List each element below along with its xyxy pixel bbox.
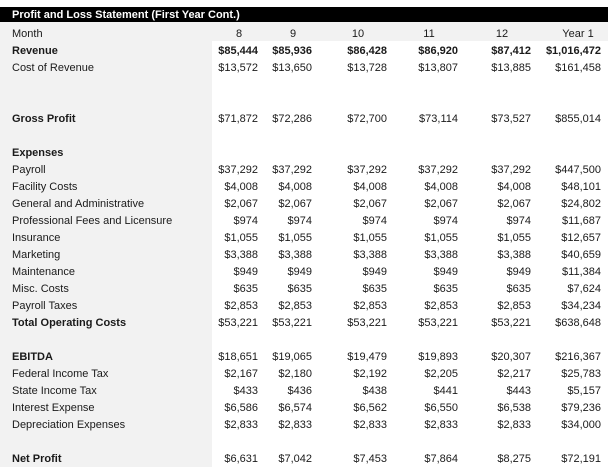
cell-month-9: $2,853	[278, 300, 312, 312]
column-header-year-1: Year 1	[562, 28, 594, 40]
cell-month-9: $72,286	[272, 113, 312, 125]
cell-month-9: $53,221	[272, 317, 312, 329]
row-label: Facility Costs	[12, 181, 78, 193]
cell-month-11: $13,807	[418, 62, 458, 74]
cell-month-12: $6,538	[497, 402, 531, 414]
cell-month-10: $2,853	[353, 300, 387, 312]
cell-month-12: $3,388	[497, 249, 531, 261]
table-row-facility-costs	[0, 179, 608, 196]
column-header-8: 8	[235, 28, 243, 40]
cell-month-11: $6,550	[424, 402, 458, 414]
cell-month-8: $974	[233, 215, 258, 227]
cell-month-9: $436	[287, 385, 312, 397]
cell-month-11: $441	[433, 385, 458, 397]
cell-month-8: $1,055	[224, 232, 258, 244]
cell-year-1: $25,783	[561, 368, 601, 380]
row-label: Depreciation Expenses	[12, 419, 126, 431]
cell-year-1: $79,236	[561, 402, 601, 414]
row-label: State Income Tax	[12, 385, 97, 397]
cell-month-12: $635	[506, 283, 531, 295]
cell-month-12: $443	[506, 385, 531, 397]
row-label: Interest Expense	[12, 402, 95, 414]
cell-month-12: $53,221	[491, 317, 531, 329]
row-label: Federal Income Tax	[12, 368, 109, 380]
cell-month-12: $13,885	[491, 62, 531, 74]
cell-month-10: $438	[362, 385, 387, 397]
cell-month-12: $974	[506, 215, 531, 227]
cell-month-11: $4,008	[424, 181, 458, 193]
cell-month-11: $949	[433, 266, 458, 278]
cell-month-10: $72,700	[347, 113, 387, 125]
cell-month-9: $3,388	[278, 249, 312, 261]
cell-month-12: $2,217	[497, 368, 531, 380]
table-row-state-income-tax	[0, 383, 608, 400]
cell-year-1: $12,657	[561, 232, 601, 244]
cell-month-12: $8,275	[497, 453, 531, 465]
cell-month-12: $4,008	[497, 181, 531, 193]
cell-year-1: $855,014	[555, 113, 601, 125]
row-label: Payroll	[12, 164, 46, 176]
cell-month-10: $974	[362, 215, 387, 227]
cell-month-11: $73,114	[419, 113, 458, 125]
cell-month-11: $86,920	[418, 45, 458, 57]
month-label: Month	[12, 28, 43, 40]
cell-month-8: $37,292	[218, 164, 258, 176]
cell-year-1: $5,157	[567, 385, 601, 397]
cell-month-11: $53,221	[418, 317, 458, 329]
cell-month-11: $2,833	[424, 419, 458, 431]
cell-year-1: $1,016,472	[545, 45, 601, 57]
cell-month-11: $7,864	[424, 453, 458, 465]
cell-year-1: $34,234	[561, 300, 601, 312]
cell-month-9: $85,936	[272, 45, 312, 57]
cell-year-1: $48,101	[561, 181, 601, 193]
cell-year-1: $24,802	[561, 198, 601, 210]
cell-month-8: $6,631	[224, 453, 258, 465]
section-label: Expenses	[12, 147, 64, 159]
cell-month-10: $53,221	[347, 317, 387, 329]
title-bar	[0, 7, 608, 22]
cell-month-9: $7,042	[278, 453, 312, 465]
row-label: Misc. Costs	[12, 283, 69, 295]
cell-month-12: $2,067	[497, 198, 531, 210]
row-label: General and Administrative	[12, 198, 145, 210]
table-row-federal-income-tax	[0, 366, 608, 383]
table-row-total-operating-costs	[0, 315, 608, 332]
row-label: Gross Profit	[12, 113, 76, 125]
table-row-depreciation-expenses	[0, 417, 608, 434]
cell-month-10: $7,453	[353, 453, 387, 465]
cell-month-12: $2,853	[497, 300, 531, 312]
statement-title: Profit and Loss Statement (First Year Cont.)	[12, 9, 240, 21]
cell-month-8: $2,167	[224, 368, 258, 380]
cell-month-9: $37,292	[272, 164, 312, 176]
cell-year-1: $34,000	[561, 419, 601, 431]
cell-month-11: $37,292	[418, 164, 458, 176]
cell-month-8: $2,853	[224, 300, 258, 312]
row-label: Revenue	[12, 45, 58, 57]
cell-month-8: $13,572	[218, 62, 258, 74]
cell-month-10: $2,067	[353, 198, 387, 210]
row-label: EBITDA	[12, 351, 53, 363]
cell-month-9: $635	[287, 283, 312, 295]
cell-month-8: $6,586	[224, 402, 258, 414]
cell-month-9: $2,833	[278, 419, 312, 431]
cell-year-1: $161,458	[555, 62, 601, 74]
cell-month-11: $1,055	[424, 232, 458, 244]
table-row-professional-fees	[0, 213, 608, 230]
cell-year-1: $72,191	[561, 453, 601, 465]
cell-month-10: $2,192	[353, 368, 387, 380]
row-label: Marketing	[12, 249, 61, 261]
pnl-statement-sheet	[0, 7, 608, 467]
cell-month-11: $974	[433, 215, 458, 227]
cell-year-1: $447,500	[555, 164, 601, 176]
cell-year-1: $11,384	[562, 266, 601, 278]
cell-month-11: $19,893	[418, 351, 458, 363]
cell-month-11: $3,388	[424, 249, 458, 261]
cell-year-1: $11,687	[562, 215, 601, 227]
cell-month-8: $18,651	[218, 351, 258, 363]
cell-month-11: $2,205	[424, 368, 458, 380]
table-row-interest-expense	[0, 400, 608, 417]
month-header-row	[0, 26, 608, 43]
cell-month-10: $19,479	[347, 351, 387, 363]
cell-month-10: $13,728	[347, 62, 387, 74]
cell-month-8: $433	[233, 385, 258, 397]
table-row-insurance	[0, 230, 608, 247]
cell-month-12: $1,055	[497, 232, 531, 244]
cell-month-9: $2,180	[278, 368, 312, 380]
cell-year-1: $638,648	[555, 317, 601, 329]
cell-year-1: $216,367	[555, 351, 601, 363]
cell-month-11: $635	[433, 283, 458, 295]
cell-month-12: $73,527	[491, 113, 531, 125]
cell-month-8: $71,872	[218, 113, 258, 125]
cell-month-12: $87,412	[491, 45, 531, 57]
cell-month-12: $2,833	[497, 419, 531, 431]
table-row-payroll-taxes	[0, 298, 608, 315]
row-label: Insurance	[12, 232, 61, 244]
cell-month-9: $949	[287, 266, 312, 278]
cell-month-9: $13,650	[272, 62, 312, 74]
table-row-misc-costs	[0, 281, 608, 298]
column-header-9: 9	[289, 28, 297, 40]
cell-month-10: $635	[362, 283, 387, 295]
row-label: Net Profit	[12, 453, 62, 465]
cell-month-11: $2,067	[424, 198, 458, 210]
cell-month-10: $37,292	[347, 164, 387, 176]
column-header-11: 11	[423, 28, 435, 40]
row-label: Cost of Revenue	[12, 62, 94, 74]
cell-month-10: $949	[362, 266, 387, 278]
column-header-10: 10	[351, 28, 365, 40]
cell-month-12: $20,307	[491, 351, 531, 363]
table-row-general-admin	[0, 196, 608, 213]
table-row-net-profit	[0, 451, 608, 468]
cell-month-8: $635	[233, 283, 258, 295]
cell-month-8: $3,388	[224, 249, 258, 261]
cell-month-8: $2,067	[224, 198, 258, 210]
table-row-marketing	[0, 247, 608, 264]
cell-year-1: $7,624	[567, 283, 601, 295]
cell-month-11: $2,853	[424, 300, 458, 312]
cell-year-1: $40,659	[561, 249, 601, 261]
row-label: Professional Fees and Licensure	[12, 215, 173, 227]
table-row-maintenance	[0, 264, 608, 281]
row-label: Total Operating Costs	[12, 317, 127, 329]
table-row-revenue	[0, 43, 608, 60]
cell-month-10: $2,833	[353, 419, 387, 431]
cell-month-9: $19,065	[272, 351, 312, 363]
cell-month-9: $974	[287, 215, 312, 227]
section-heading-expenses	[0, 145, 608, 162]
row-label: Payroll Taxes	[12, 300, 78, 312]
cell-month-8: $85,444	[218, 45, 258, 57]
cell-month-9: $1,055	[278, 232, 312, 244]
table-row-payroll	[0, 162, 608, 179]
row-label: Maintenance	[12, 266, 75, 278]
cell-month-8: $53,221	[218, 317, 258, 329]
cell-month-10: $4,008	[353, 181, 387, 193]
table-row-gross-profit	[0, 111, 608, 128]
cell-month-10: $3,388	[353, 249, 387, 261]
column-header-12: 12	[495, 28, 509, 40]
table-row-ebitda	[0, 349, 608, 366]
cell-month-12: $37,292	[491, 164, 531, 176]
cell-month-9: $2,067	[278, 198, 312, 210]
cell-month-8: $4,008	[224, 181, 258, 193]
cell-month-8: $2,833	[224, 419, 258, 431]
cell-month-10: $1,055	[353, 232, 387, 244]
cell-month-9: $6,574	[278, 402, 312, 414]
table-row-cost-of-revenue	[0, 60, 608, 77]
cell-month-12: $949	[506, 266, 531, 278]
cell-month-8: $949	[233, 266, 258, 278]
cell-month-10: $6,562	[353, 402, 387, 414]
cell-month-9: $4,008	[278, 181, 312, 193]
cell-month-10: $86,428	[347, 45, 387, 57]
